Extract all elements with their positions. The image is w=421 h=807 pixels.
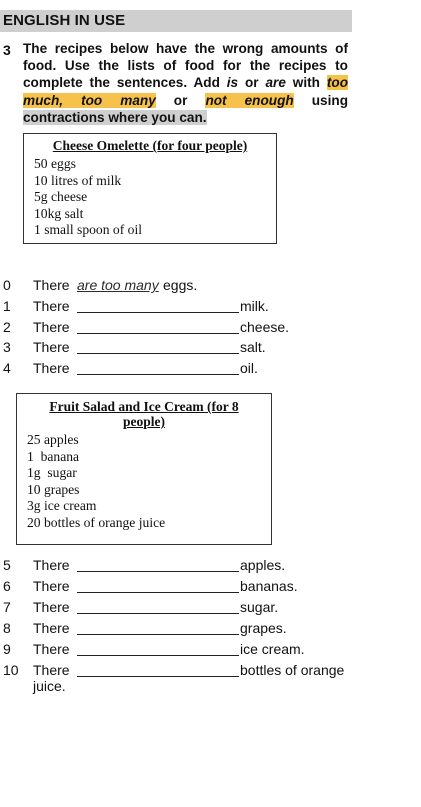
question-row xyxy=(0,619,421,637)
highlighted-phrase: not enough xyxy=(205,92,294,108)
instruction-line xyxy=(23,40,348,57)
answer-blank[interactable] xyxy=(77,353,239,354)
question-number: 5 xyxy=(3,557,11,573)
recipe-box-cheese-omelette xyxy=(23,133,277,244)
question-row xyxy=(0,577,421,595)
ingredient-item: 3g ice cream xyxy=(27,498,97,514)
ingredient-item: 50 eggs xyxy=(34,156,76,171)
instruction-text: food. Use the lists of food for the recipes to xyxy=(23,58,348,74)
question-number: 10 xyxy=(3,662,19,678)
question-row xyxy=(0,640,421,658)
answer-blank[interactable] xyxy=(77,571,239,572)
answer-blank[interactable] xyxy=(77,312,239,313)
question-end: apples. xyxy=(240,557,286,573)
answer-blank[interactable] xyxy=(77,676,239,677)
answer-blank[interactable] xyxy=(77,592,239,593)
instruction-text: contractions where you can. xyxy=(23,109,207,125)
recipe-title: Fruit Salad and Ice Cream (for 8 people) xyxy=(49,399,239,429)
recipe-ingredient-list xyxy=(27,432,271,532)
exercise-instructions xyxy=(23,40,348,126)
instruction-text: complete the sentences. Add xyxy=(23,75,227,91)
question-start: There xyxy=(33,298,70,314)
answer-blank[interactable] xyxy=(77,333,239,334)
question-row xyxy=(0,338,421,356)
question-row xyxy=(0,297,421,315)
question-end: milk. xyxy=(240,298,269,314)
question-continuation: juice. xyxy=(33,678,66,694)
recipe-title: Cheese Omelette (for four people) xyxy=(52,138,248,153)
recipe-box-fruit-salad xyxy=(16,393,272,545)
question-start: There xyxy=(33,620,70,636)
ingredient-item: 10kg salt xyxy=(34,205,84,221)
question-start: There xyxy=(33,339,70,355)
question-row xyxy=(0,556,421,574)
instruction-line xyxy=(23,74,348,91)
instruction-text: using xyxy=(293,92,349,108)
ingredient-item: 10 grapes xyxy=(27,481,80,497)
instruction-text: The recipes below have the wrong amounts of xyxy=(23,41,348,56)
question-number: 1 xyxy=(3,298,11,314)
question-number: 3 xyxy=(3,339,11,355)
ingredient-item: 25 apples xyxy=(27,432,79,447)
instruction-line xyxy=(23,57,348,74)
question-row xyxy=(0,318,421,336)
question-number: 8 xyxy=(3,620,11,636)
instruction-text: are xyxy=(265,75,286,91)
recipe-ingredient-list xyxy=(34,156,276,239)
question-end: salt. xyxy=(240,339,266,355)
section-title: ENGLISH IN USE xyxy=(3,12,126,29)
instruction-text: or xyxy=(238,75,266,91)
question-end: grapes. xyxy=(240,620,287,636)
ingredient-item: 1 banana xyxy=(27,448,80,464)
question-start: There xyxy=(33,662,70,678)
question-start: There xyxy=(33,360,70,376)
instruction-text: or xyxy=(155,92,206,108)
question-number: 0 xyxy=(3,277,11,293)
highlighted-phrase: too xyxy=(326,75,348,91)
ingredient-item: 20 bottles of orange juice xyxy=(27,514,166,530)
question-end: bottles of orange xyxy=(240,662,345,678)
question-number: 7 xyxy=(3,599,11,615)
question-number: 9 xyxy=(3,641,11,657)
question-start: There xyxy=(33,641,70,657)
question-end: eggs. xyxy=(163,277,198,293)
question-start: There xyxy=(33,557,70,573)
ingredient-item: 5g cheese xyxy=(34,189,88,205)
answer-blank[interactable] xyxy=(77,613,239,614)
answer-blank[interactable] xyxy=(77,374,239,375)
exercise-number: 3 xyxy=(3,42,11,58)
question-end: bananas. xyxy=(240,578,298,594)
question-start: There xyxy=(33,277,70,293)
question-end: oil. xyxy=(240,360,258,376)
instruction-line xyxy=(23,109,348,126)
question-number: 2 xyxy=(3,319,11,335)
ingredient-item: 1g sugar xyxy=(27,465,77,481)
ingredient-item: 10 litres of milk xyxy=(34,172,122,188)
highlighted-phrase: much, too many xyxy=(23,92,156,108)
question-start: There xyxy=(33,319,70,335)
question-end: sugar. xyxy=(240,599,279,615)
instruction-text: is xyxy=(226,75,239,91)
question-row xyxy=(0,276,421,294)
question-number: 6 xyxy=(3,578,11,594)
instruction-text: with xyxy=(285,75,327,91)
answer-blank[interactable] xyxy=(77,655,239,656)
question-row xyxy=(0,661,421,679)
question-end: ice cream. xyxy=(240,641,305,657)
instruction-line xyxy=(23,92,348,109)
question-end: cheese. xyxy=(240,319,290,335)
answer-blank[interactable] xyxy=(77,634,239,635)
question-start: There xyxy=(33,599,70,615)
question-row xyxy=(0,359,421,377)
question-row xyxy=(0,598,421,616)
question-start: There xyxy=(33,578,70,594)
question-number: 4 xyxy=(3,360,11,376)
example-answer: are too many xyxy=(77,277,159,293)
ingredient-item: 1 small spoon of oil xyxy=(34,222,142,238)
